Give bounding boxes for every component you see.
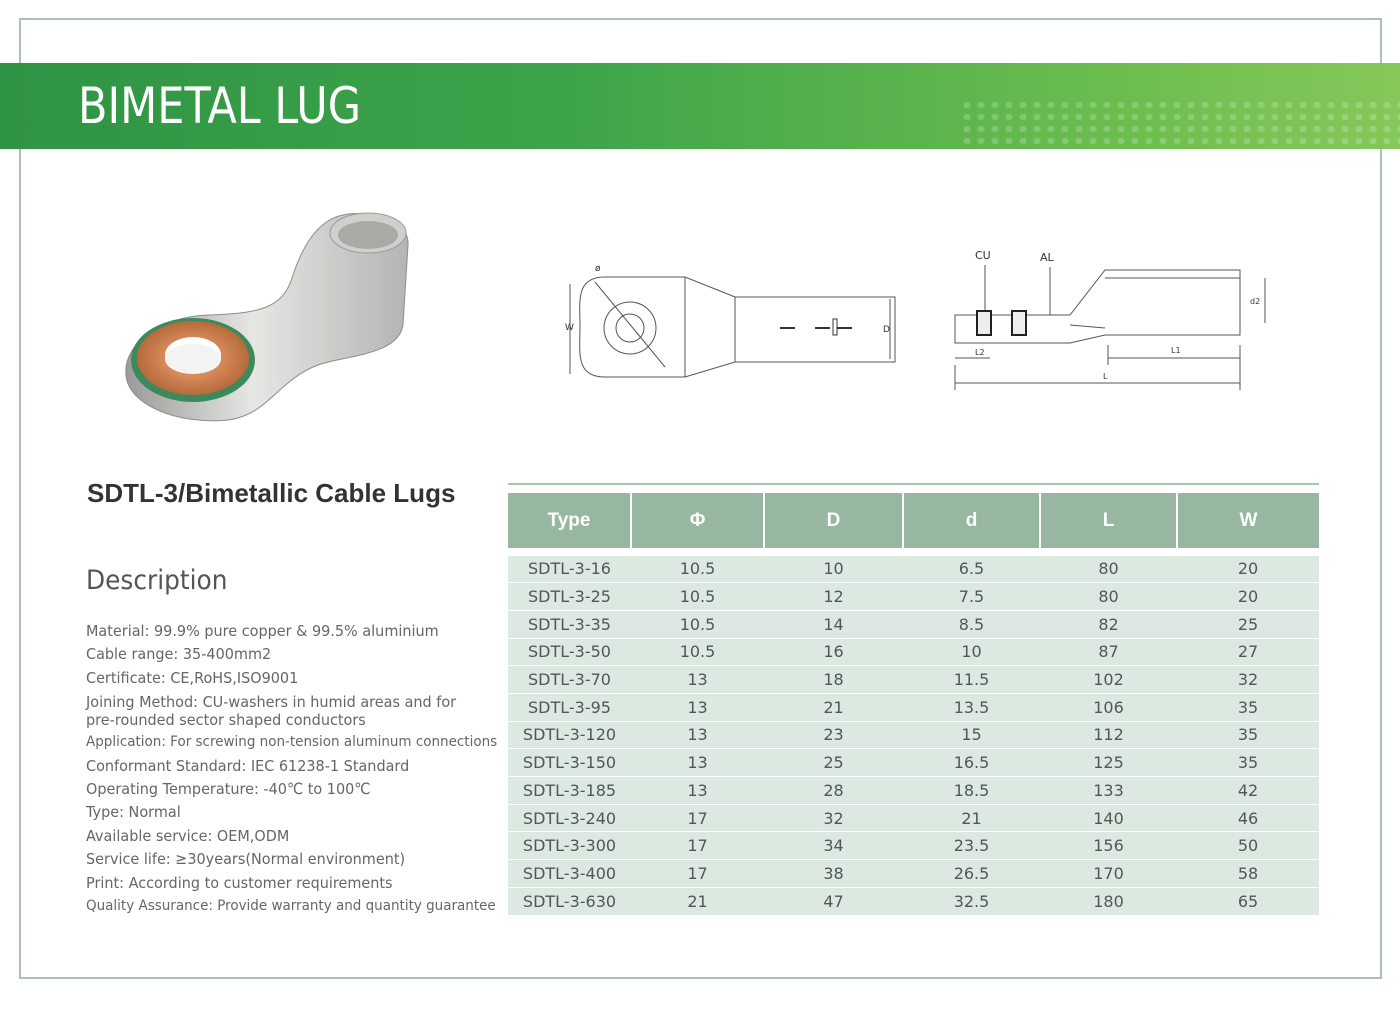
cell-d-inner: 26.5 <box>903 860 1040 888</box>
cell-d-outer: 25 <box>764 749 903 777</box>
cell-phi: 13 <box>631 749 764 777</box>
description-list <box>86 620 498 918</box>
header-d-inner: d <box>903 493 1040 548</box>
cell-d-outer: 14 <box>764 610 903 638</box>
table-top-rule <box>508 483 1319 485</box>
cell-l: 156 <box>1040 832 1177 860</box>
cell-type: SDTL-3-300 <box>508 832 631 860</box>
table-row <box>508 832 1319 860</box>
table-row <box>508 887 1319 915</box>
cell-type: SDTL-3-150 <box>508 749 631 777</box>
l-label: L <box>1103 372 1108 381</box>
product-photo <box>118 205 418 430</box>
d2-label: d2 <box>1250 297 1261 306</box>
cell-w: 50 <box>1177 832 1319 860</box>
l1-label: L1 <box>1171 346 1181 355</box>
cell-d-inner: 8.5 <box>903 610 1040 638</box>
spec-certificate: Certificate: CE,RoHS,ISO9001 <box>86 668 299 687</box>
cell-l: 125 <box>1040 749 1177 777</box>
spec-temperature: Operating Temperature: -40℃ to 100℃ <box>86 780 371 799</box>
cell-d-inner: 11.5 <box>903 666 1040 694</box>
spec-standard: Conformant Standard: IEC 61238-1 Standard <box>86 756 410 775</box>
cell-w: 35 <box>1177 721 1319 749</box>
cell-type: SDTL-3-240 <box>508 804 631 832</box>
product-title: SDTL-3/Bimetallic Cable Lugs <box>87 478 456 508</box>
cell-w: 42 <box>1177 777 1319 805</box>
spec-service-life: Service life: ≥30years(Normal environment) <box>86 850 406 869</box>
cell-d-outer: 28 <box>764 777 903 805</box>
cell-type: SDTL-3-120 <box>508 721 631 749</box>
header-w: W <box>1177 493 1319 548</box>
cell-d-outer: 10 <box>764 555 903 583</box>
banner-pattern <box>960 99 1400 145</box>
cell-d-inner: 21 <box>903 804 1040 832</box>
cell-l: 87 <box>1040 638 1177 666</box>
table-header-row <box>508 493 1319 548</box>
cell-l: 133 <box>1040 777 1177 805</box>
spec-table-container <box>508 483 1319 915</box>
spec-material: Material: 99.9% pure copper & 99.5% aluminium <box>86 622 439 640</box>
al-label: AL <box>1040 251 1054 264</box>
cell-d-inner: 18.5 <box>903 777 1040 805</box>
cell-d-inner: 16.5 <box>903 749 1040 777</box>
cu-label: CU <box>975 249 991 262</box>
cell-phi: 10.5 <box>631 555 764 583</box>
table-row <box>508 583 1319 611</box>
table-row <box>508 610 1319 638</box>
cell-w: 25 <box>1177 610 1319 638</box>
cell-phi: 10.5 <box>631 610 764 638</box>
cell-w: 35 <box>1177 693 1319 721</box>
cell-d-outer: 34 <box>764 832 903 860</box>
spec-joining-method: Joining Method: CU-washers in humid areas and for pre-rounded sector shaped conductors <box>86 693 457 730</box>
table-row <box>508 555 1319 583</box>
cell-d-outer: 18 <box>764 666 903 694</box>
table-row <box>508 721 1319 749</box>
cell-d-inner: 23.5 <box>903 832 1040 860</box>
spec-service: Available service: OEM,ODM <box>86 826 290 845</box>
cell-phi: 17 <box>631 832 764 860</box>
cell-l: 82 <box>1040 610 1177 638</box>
cell-d-inner: 13.5 <box>903 693 1040 721</box>
cell-type: SDTL-3-35 <box>508 610 631 638</box>
cell-d-inner: 32.5 <box>903 887 1040 915</box>
cell-d-inner: 10 <box>903 638 1040 666</box>
cell-w: 32 <box>1177 666 1319 694</box>
table-row <box>508 860 1319 888</box>
w-label: W <box>565 323 574 333</box>
d-label: D <box>883 325 890 335</box>
cell-phi: 21 <box>631 887 764 915</box>
cell-phi: 13 <box>631 777 764 805</box>
cell-w: 58 <box>1177 860 1319 888</box>
spec-application: Application: For screwing non-tension aluminum connections <box>86 734 498 751</box>
spec-type: Type: Normal <box>86 803 181 822</box>
cell-type: SDTL-3-70 <box>508 666 631 694</box>
cell-type: SDTL-3-16 <box>508 555 631 583</box>
cell-l: 112 <box>1040 721 1177 749</box>
cell-phi: 10.5 <box>631 638 764 666</box>
cell-phi: 17 <box>631 804 764 832</box>
table-row <box>508 638 1319 666</box>
cell-type: SDTL-3-630 <box>508 887 631 915</box>
l2-label: L2 <box>975 348 985 357</box>
spec-quality: Quality Assurance: Provide warranty and quantity guarantee <box>86 898 496 915</box>
cell-l: 80 <box>1040 583 1177 611</box>
cell-w: 27 <box>1177 638 1319 666</box>
description-heading: Description <box>86 565 228 596</box>
cell-phi: 13 <box>631 666 764 694</box>
cell-w: 20 <box>1177 583 1319 611</box>
cell-l: 106 <box>1040 693 1177 721</box>
cell-type: SDTL-3-25 <box>508 583 631 611</box>
cell-d-inner: 7.5 <box>903 583 1040 611</box>
phi-label: ø <box>595 264 601 274</box>
cell-w: 35 <box>1177 749 1319 777</box>
page-title: BIMETAL LUG <box>78 77 362 135</box>
table-row <box>508 777 1319 805</box>
title-banner <box>0 63 1400 149</box>
cell-d-outer: 47 <box>764 887 903 915</box>
cell-phi: 17 <box>631 860 764 888</box>
cell-d-outer: 32 <box>764 804 903 832</box>
cell-d-outer: 12 <box>764 583 903 611</box>
cell-w: 65 <box>1177 887 1319 915</box>
cell-phi: 10.5 <box>631 583 764 611</box>
cell-d-outer: 16 <box>764 638 903 666</box>
header-d-outer: D <box>764 493 903 548</box>
side-view-drawing <box>945 245 1275 390</box>
table-row <box>508 693 1319 721</box>
cell-d-outer: 23 <box>764 721 903 749</box>
cell-l: 180 <box>1040 887 1177 915</box>
header-phi: Φ <box>631 493 764 548</box>
table-row <box>508 749 1319 777</box>
table-row <box>508 804 1319 832</box>
cell-phi: 13 <box>631 721 764 749</box>
cell-d-inner: 6.5 <box>903 555 1040 583</box>
cell-w: 46 <box>1177 804 1319 832</box>
cell-l: 170 <box>1040 860 1177 888</box>
cell-d-outer: 38 <box>764 860 903 888</box>
cell-d-inner: 15 <box>903 721 1040 749</box>
spec-table <box>508 493 1319 915</box>
cell-l: 140 <box>1040 804 1177 832</box>
cell-d-outer: 21 <box>764 693 903 721</box>
header-l: L <box>1040 493 1177 548</box>
cell-type: SDTL-3-95 <box>508 693 631 721</box>
cell-phi: 13 <box>631 693 764 721</box>
table-row <box>508 666 1319 694</box>
spec-print: Print: According to customer requirements <box>86 873 393 892</box>
cell-l: 80 <box>1040 555 1177 583</box>
cell-type: SDTL-3-400 <box>508 860 631 888</box>
front-view-drawing <box>555 262 905 382</box>
cell-l: 102 <box>1040 666 1177 694</box>
spec-cable-range: Cable range: 35-400mm2 <box>86 645 272 664</box>
cell-w: 20 <box>1177 555 1319 583</box>
header-type: Type <box>508 493 631 548</box>
cell-type: SDTL-3-185 <box>508 777 631 805</box>
cell-type: SDTL-3-50 <box>508 638 631 666</box>
